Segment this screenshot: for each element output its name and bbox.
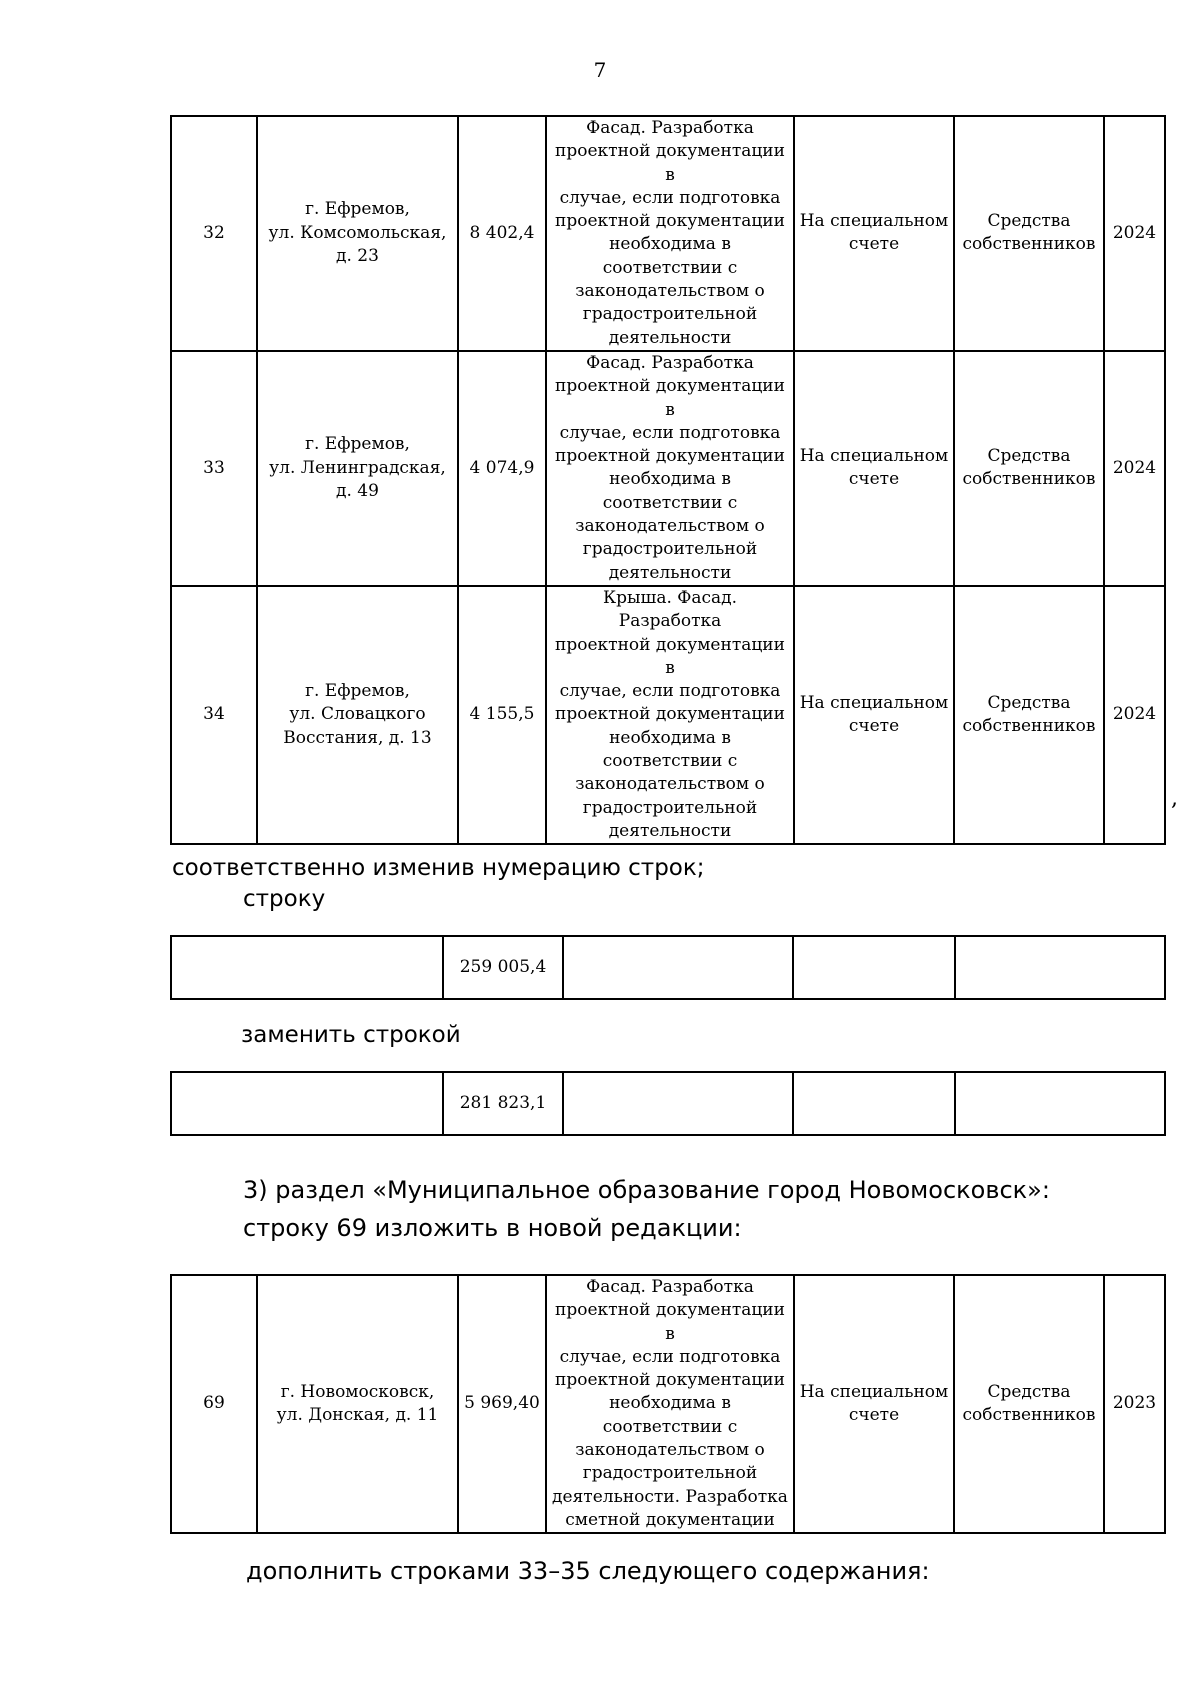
funds-cell: Средства собственников: [954, 116, 1104, 351]
paragraph-row-label: строку: [243, 886, 326, 912]
row-number: 32: [171, 116, 257, 351]
year-cell: 2024: [1104, 351, 1165, 586]
work-type-cell: Крыша. Фасад. Разработка проектной документации в случае, если подготовка проектной документации необходима в соответствии с законодательством о градостроительной деятельности: [546, 586, 794, 844]
empty-cell: [955, 936, 1165, 999]
address-cell: г. Новомосковск, ул. Донская, д. 11: [257, 1275, 458, 1533]
year-cell: 2023: [1104, 1275, 1165, 1533]
empty-cell: [793, 1072, 955, 1135]
funds-cell: Средства собственников: [954, 1275, 1104, 1533]
total-row-new: [170, 1071, 1166, 1136]
address-cell: г. Ефремов, ул. Ленинградская, д. 49: [257, 351, 458, 586]
empty-cell: [171, 1072, 443, 1135]
total-value: 259 005,4: [443, 936, 563, 999]
section-heading-novomoskovsk: 3) раздел «Муниципальное образование город Новомосковск»:: [243, 1176, 1050, 1204]
work-type-cell: Фасад. Разработка проектной документации в случае, если подготовка проектной документации необходима в соответствии с законодательством о градостроительной деятельности. Разработка сметной документации: [546, 1275, 794, 1533]
table-row: [171, 351, 1165, 586]
table-row: [171, 1072, 1165, 1135]
total-value: 281 823,1: [443, 1072, 563, 1135]
row-number: 33: [171, 351, 257, 586]
account-cell: На специальном счете: [794, 586, 954, 844]
total-row-old: [170, 935, 1166, 1000]
account-cell: На специальном счете: [794, 351, 954, 586]
empty-cell: [793, 936, 955, 999]
address-cell: г. Ефремов, ул. Словацкого Восстания, д. 13: [257, 586, 458, 844]
funds-cell: Средства собственников: [954, 351, 1104, 586]
area-cell: 8 402,4: [458, 116, 546, 351]
empty-cell: [955, 1072, 1165, 1135]
paragraph-add-rows: дополнить строками 33–35 следующего содержания:: [246, 1557, 930, 1585]
empty-cell: [563, 1072, 793, 1135]
work-type-cell: Фасад. Разработка проектной документации в случае, если подготовка проектной документации необходима в соответствии с законодательством о градостроительной деятельности: [546, 351, 794, 586]
page-number: 7: [593, 58, 607, 82]
year-cell: 2024: [1104, 116, 1165, 351]
paragraph-row-69-new-edition: строку 69 изложить в новой редакции:: [243, 1214, 742, 1242]
year-cell: 2024: [1104, 586, 1165, 844]
table-row: [171, 116, 1165, 351]
table-row: [171, 936, 1165, 999]
row-number: 69: [171, 1275, 257, 1533]
paragraph-renumbering: соответственно изменив нумерацию строк;: [172, 855, 705, 881]
account-cell: На специальном счете: [794, 116, 954, 351]
area-cell: 4 155,5: [458, 586, 546, 844]
work-type-cell: Фасад. Разработка проектной документации в случае, если подготовка проектной документации необходима в соответствии с законодательством о градостроительной деятельности: [546, 116, 794, 351]
row-number: 34: [171, 586, 257, 844]
empty-cell: [171, 936, 443, 999]
trailing-comma: ,: [1171, 786, 1178, 811]
account-cell: На специальном счете: [794, 1275, 954, 1533]
novomoskovsk-table: [170, 1274, 1166, 1534]
paragraph-replace-with: заменить строкой: [241, 1022, 461, 1048]
area-cell: 4 074,9: [458, 351, 546, 586]
funds-cell: Средства собственников: [954, 586, 1104, 844]
addresses-table: [170, 115, 1166, 845]
empty-cell: [563, 936, 793, 999]
table-row: [171, 586, 1165, 844]
area-cell: 5 969,40: [458, 1275, 546, 1533]
address-cell: г. Ефремов, ул. Комсомольская, д. 23: [257, 116, 458, 351]
table-row: [171, 1275, 1165, 1533]
